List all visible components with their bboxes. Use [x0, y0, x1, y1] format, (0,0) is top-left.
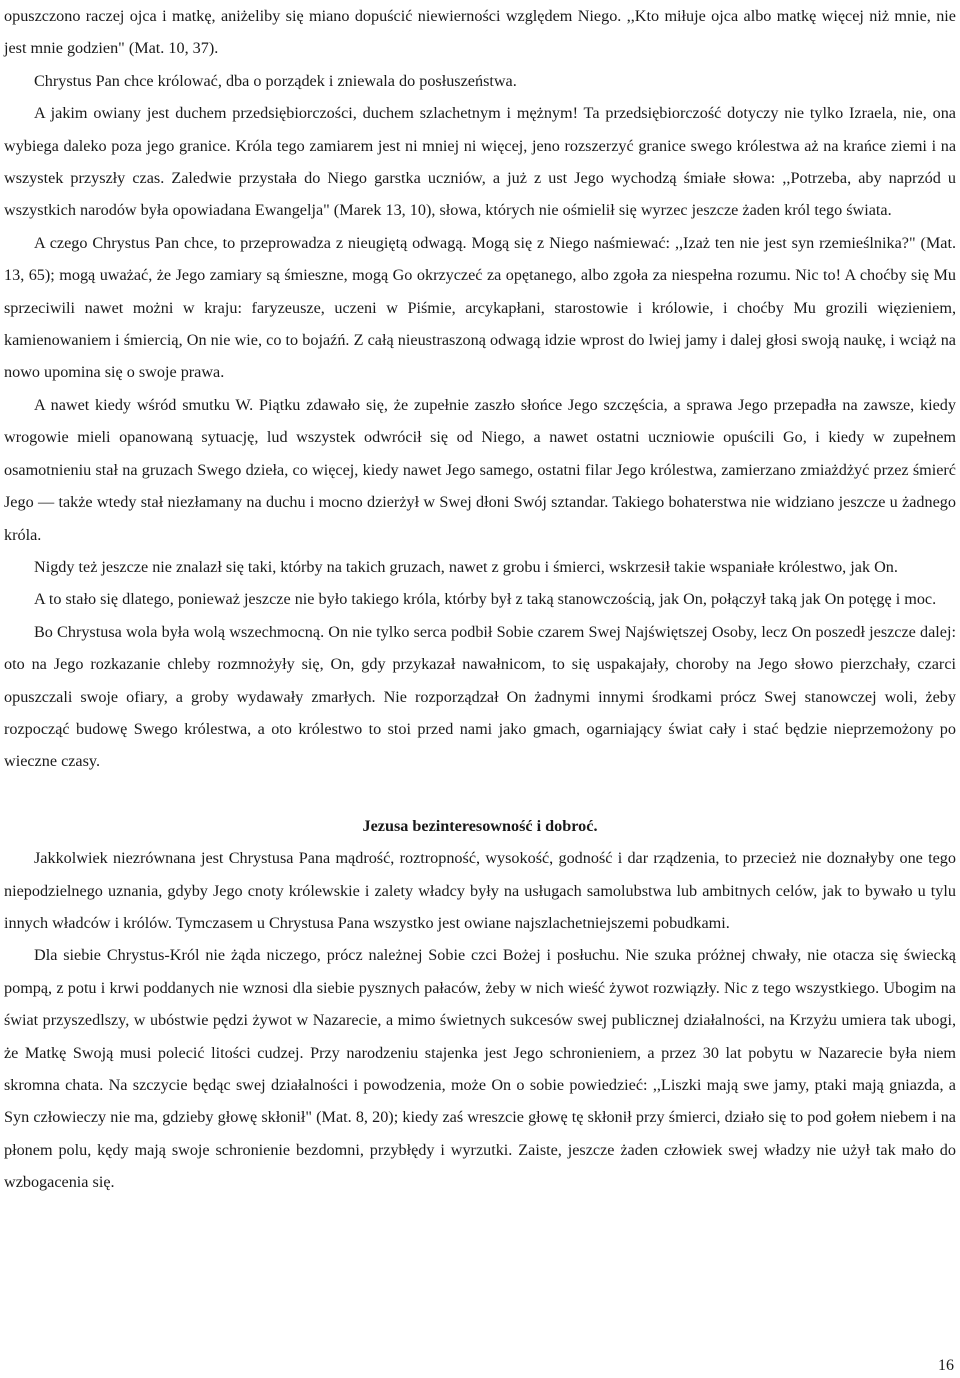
- section-heading: Jezusa bezinteresowność i dobroć.: [362, 816, 598, 835]
- paragraph: A to stało się dlatego, ponieważ jeszcze nie było takiego króla, którby był z taką stanowczością, jak On, połączył taką jak On potęgę i moc.: [34, 590, 937, 609]
- page-number: 16: [938, 1357, 954, 1374]
- paragraph: Bo Chrystusa wola była wolą wszechmocną. On nie tylko serca podbił Sobie czarem Swej Najświętszej Osoby, lecz On poszedł jeszcze dalej: oto na Jego rozkazanie chleby rozmnożyły się, On, gdy przykazał nawałnicom, to się uspakajały, choroby na Jego słowo pierzchały, czarci opuszczali swoje ofiary, a groby wydawały zmarłych. Nie rozporządzał On żadnymi innymi środkami prócz Swej stanowczej woli, żeby rozpocząć budowę Swego królestwa, a oto królestwo to stoi przed nami jako gmach, ogarniający świat cały i stać będzie nieprzemożony po wieczne czasy.: [4, 622, 956, 771]
- paragraph: Dla siebie Chrystus-Król nie żąda niczego, prócz należnej Sobie czci Bożej i posłuchu. Nie szuka próżnej chwały, nie otacza się świecką pompą, z potu i krwi poddanych nie wznosi dla siebie pysznych pałaców, żeby w nich wieść żywot rozwiązły. Nic z tego wszystkiego. Ubogim na świat przyszedlszy, w ubóstwie pędzi żywot w Nazarecie, a mimo świetnych sukcesów swej publicznej działalności, na Krzyżu umiera tak ubogi, że Matkę Swoją musi polecić litości cudzej. Przy narodzeniu stajenka jest Jego schronieniem, a przez 30 lat pobytu w Nazarecie była niem skromna chata. Na szczycie będąc swej działalności i powodzenia, może On o sobie powiedzieć: ,,Liszki mają swe jamy, ptaki mają gniazda, a Syn człowieczy nie ma, gdzieby głowę skłonił" (Mat. 8, 20); kiedy zaś wreszcie głowę tę skłonił przy śmierci, działo się to pod gołem niebem i na płonem polu, kędy mają swoje schronienie bezdomni, przybłędy i wyrzutki. Zaiste, jeszcze żaden człowiek swej władzy nie użył tak mało do wzbogacenia się.: [4, 946, 956, 1192]
- paragraph: A czego Chrystus Pan chce, to przeprowadza z nieugiętą odwagą. Mogą się z Niego naśmiewać: ,,Izaż ten nie jest syn rzemieślnika?" (Mat. 13, 65); mogą uważać, że Jego zamiary są śmieszne, mogą Go okrzyczeć za opętanego, albo zgoła za niespełna rozumu. Nic to! A choćby się Mu sprzeciwili nawet możni w kraju: faryzeusze, uczeni w Piśmie, arcykapłani, starostowie i królowie, i choćby Mu grozili więzieniem, kamienowaniem i śmiercią, On nie wie, co to bojaźń. Z całą nieustraszoną odwagą idzie wprost do lwiej jamy i dalej głosi swoją naukę, i wciąż na nowo upomina się o swoje prawa.: [4, 233, 956, 382]
- paragraph-continuation: opuszczono raczej ojca i matkę, aniżeliby się miano dopuścić niewierności względem Niego. ,,Kto miłuje ojca albo matkę więcej niż mnie, nie jest mnie godzien" (Mat. 10, 37).: [4, 7, 956, 58]
- paragraph: A jakim owiany jest duchem przedsiębiorczości, duchem szlachetnym i mężnym! Ta przedsiębiorczość dotyczy nie tylko Izraela, nie, ona wybiega daleko poza jego granice. Króla tego zamiarem jest ni mniej ni więcej, jeno rozszerzyć granice swego królestwa aż na krańce ziemi i na wszystek przyszły czas. Zaledwie przystała do Niego garstka uczniów, a już z ust Jego wychodzą śmiałe słowa: ,,Potrzeba, aby naprzód u wszystkich narodów była opowiadana Ewangelja" (Marek 13, 10), słowa, których nie ośmielił się wyrzec jeszcze żaden król tego świata.: [4, 104, 956, 220]
- paragraph: Jakkolwiek niezrównana jest Chrystusa Pana mądrość, roztropność, wysokość, godność i dar rządzenia, to przecież nie doznałyby one tego niepodzielnego uznania, gdyby Jego cnoty królewskie i zalety władcy były na usługach samolubstwa lub ambitnych celów, jak to bywało u tylu innych władców i królów. Tymczasem u Chrystusa Pana wszystko jest owiane najszlachetniejszemi pobudkami.: [4, 849, 956, 932]
- document-page: [4, 0, 956, 1199]
- paragraph: Chrystus Pan chce królować, dba o porządek i zniewala do posłuszeństwa.: [34, 71, 517, 90]
- paragraph: A nawet kiedy wśród smutku W. Piątku zdawało się, że zupełnie zaszło słońce Jego szczęścia, a sprawa Jego przepadła na zawsze, kiedy wrogowie mieli opanowaną sytuację, lud wszystek odwrócił się od Niego, a nawet ostatni uczniowie opuścili Go, i kiedy w zupełnem osamotnieniu stał na gruzach Swego dzieła, co więcej, kiedy nawet Jego samego, ostatni filar Jego królestwa, zamierzano zmiażdżyć przez śmierć Jego — także wtedy stał niezłamany na duchu i mocno dzierżył w Swej dłoni Swój sztandar. Takiego bohaterstwa nie widziano jeszcze u żadnego króla.: [4, 395, 956, 544]
- paragraph: Nigdy też jeszcze nie znalazł się taki, którby na takich gruzach, nawet z grobu i śmierci, wskrzesił takie wspaniałe królestwo, jak On.: [34, 557, 898, 576]
